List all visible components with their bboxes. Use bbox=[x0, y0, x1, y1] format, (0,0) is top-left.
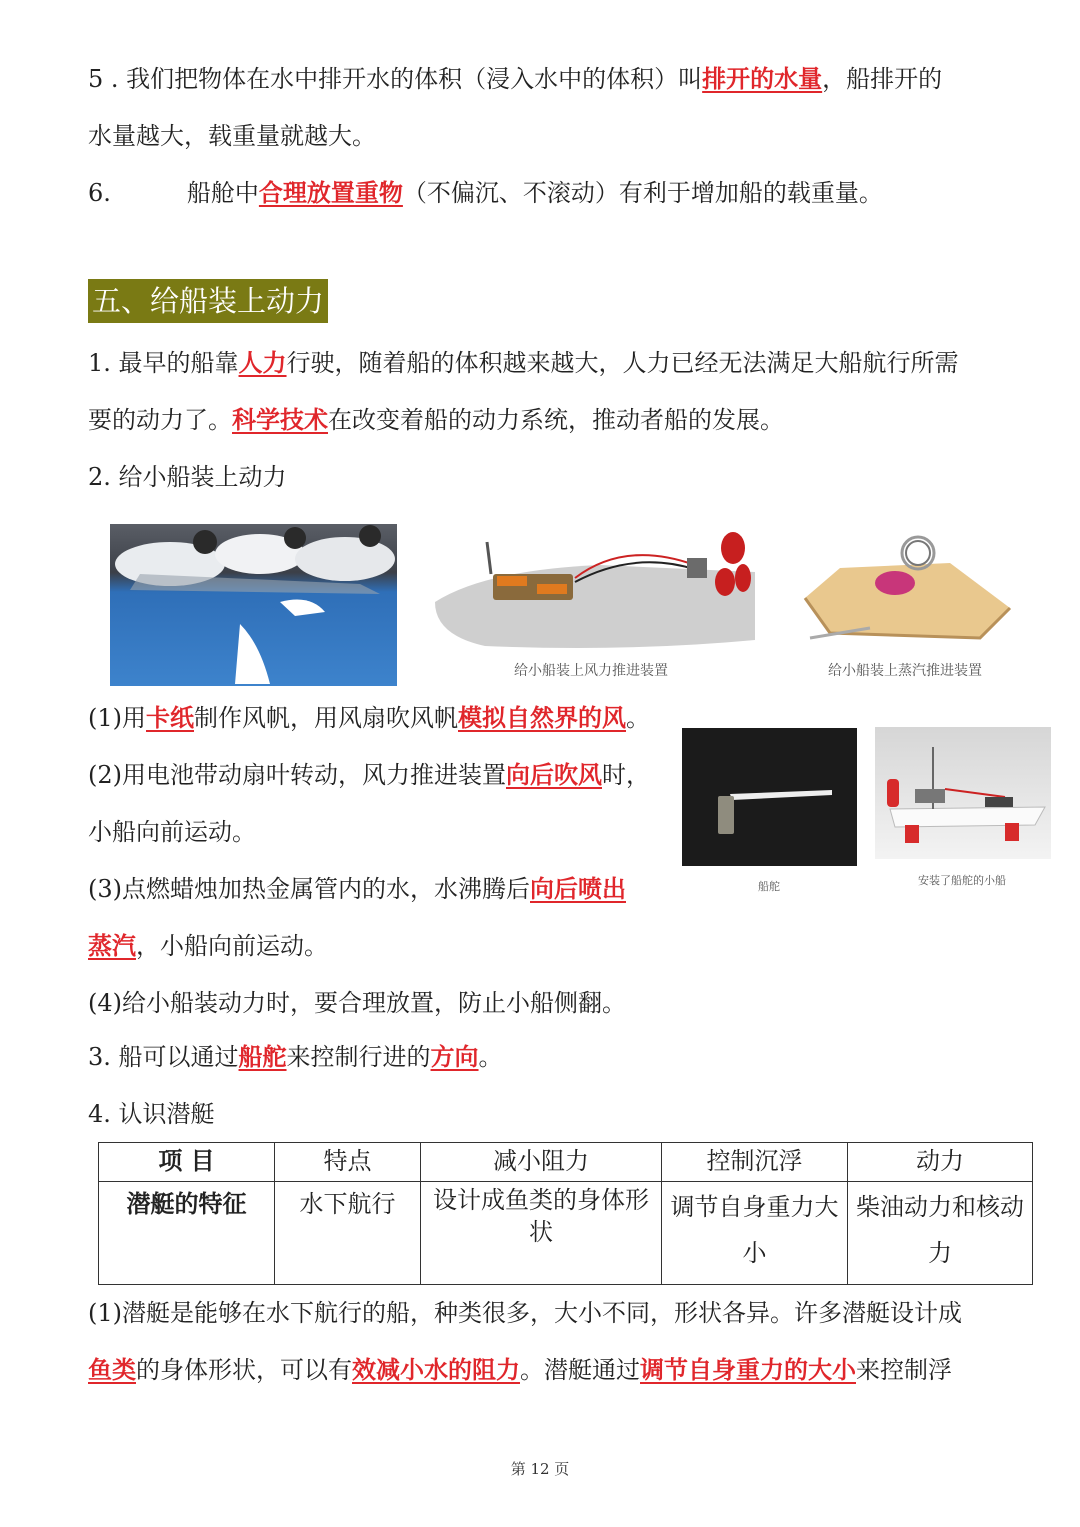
highlight-term: 船舵 bbox=[238, 1042, 287, 1071]
table-header-row bbox=[99, 1143, 1033, 1182]
text: 3. 船可以通过 bbox=[88, 1043, 239, 1071]
text: (1)用 bbox=[88, 704, 146, 732]
text: 在改变着船的动力系统，推动者船的发展。 bbox=[328, 406, 784, 434]
highlight-term: 科学技术 bbox=[232, 405, 328, 434]
item-1 bbox=[88, 701, 650, 735]
section-heading: 五、给船装上动力 bbox=[88, 279, 328, 323]
text: 行驶，随着船的体积越来越大，人力已经无法满足大船航行所需 bbox=[286, 349, 959, 377]
item-3-line-1 bbox=[88, 872, 626, 906]
point-1-line-2 bbox=[88, 403, 784, 437]
item-2-line-2: 小船向前运动。 bbox=[88, 818, 256, 846]
table-cell: 设计成鱼类的身体形状 bbox=[421, 1182, 662, 1285]
point-4-heading: 4. 认识潜艇 bbox=[88, 1100, 215, 1128]
highlight-term: 卡纸 bbox=[146, 703, 194, 732]
text: 时， bbox=[602, 761, 650, 789]
paragraph-6 bbox=[88, 176, 883, 210]
rudder-photo bbox=[682, 728, 857, 866]
highlight-term: 人力 bbox=[238, 348, 287, 377]
text: 制作风帆，用风扇吹风帆 bbox=[194, 704, 458, 732]
text: (2)用电池带动扇叶转动，风力推进装置 bbox=[88, 761, 506, 789]
steam-boat-caption: 给小船装上蒸汽推进装置 bbox=[828, 663, 982, 679]
boat-with-rudder-caption: 安装了船舵的小船 bbox=[918, 874, 1006, 887]
table-header-cell: 特点 bbox=[275, 1143, 421, 1182]
text: 5 . 我们把物体在水中排开水的体积（浸入水中的体积）叫 bbox=[88, 65, 703, 93]
table-cell: 水下航行 bbox=[275, 1182, 421, 1285]
submarine-table bbox=[98, 1142, 1033, 1285]
text: 。 bbox=[478, 1043, 503, 1071]
submarine-paragraph-line-2 bbox=[88, 1353, 952, 1387]
item-4: (4)给小船装动力时，要合理放置，防止小船侧翻。 bbox=[88, 989, 626, 1017]
highlight-term: 效减小水的阻力 bbox=[352, 1355, 520, 1384]
steam-boat-photo bbox=[800, 528, 1015, 653]
highlight-term: 调节自身重力的大小 bbox=[640, 1355, 856, 1384]
text: 。 bbox=[626, 704, 650, 732]
text: 1. 最早的船靠 bbox=[88, 349, 239, 377]
page-number: 第 12 页 bbox=[510, 1460, 570, 1478]
point-2-heading: 2. 给小船装上动力 bbox=[88, 463, 287, 491]
text: ，船排开的 bbox=[822, 65, 943, 93]
highlight-term: 排开的水量 bbox=[702, 64, 823, 93]
boat-with-rudder-photo bbox=[875, 727, 1051, 859]
item-number: 6. bbox=[88, 179, 111, 207]
rudder-caption: 船舵 bbox=[758, 880, 780, 893]
text: (3)点燃蜡烛加热金属管内的水，水沸腾后 bbox=[88, 875, 530, 903]
text: ，小船向前运动。 bbox=[136, 932, 328, 960]
item-3-line-2 bbox=[88, 929, 328, 963]
table-cell: 调节自身重力大小 bbox=[662, 1182, 848, 1285]
text: 船舱中 bbox=[186, 179, 259, 207]
highlight-term: 方向 bbox=[430, 1042, 479, 1071]
highlight-term: 蒸汽 bbox=[88, 931, 136, 960]
point-1-line-1 bbox=[88, 346, 959, 380]
paragraph-5-line-1 bbox=[88, 62, 942, 96]
wind-boat-photo bbox=[425, 530, 760, 660]
highlight-term: 合理放置重物 bbox=[258, 178, 403, 207]
table-header-cell: 减小阻力 bbox=[421, 1143, 662, 1182]
highlight-term: 鱼类 bbox=[88, 1355, 136, 1384]
point-3 bbox=[88, 1040, 503, 1074]
table-header-cell: 控制沉浮 bbox=[662, 1143, 848, 1182]
paragraph-5-line-2: 水量越大，载重量就越大。 bbox=[88, 122, 376, 150]
text: （不偏沉、不滚动）有利于增加船的载重量。 bbox=[402, 179, 883, 207]
wind-boat-caption: 给小船装上风力推进装置 bbox=[514, 663, 668, 679]
table-row bbox=[99, 1182, 1033, 1285]
submarine-paragraph-line-1: (1)潜艇是能够在水下航行的船，种类很多，大小不同，形状各异。许多潜艇设计成 bbox=[88, 1299, 962, 1327]
item-2-line-1 bbox=[88, 758, 650, 792]
table-header-cell: 动力 bbox=[848, 1143, 1033, 1182]
table-cell: 潜艇的特征 bbox=[99, 1182, 275, 1285]
students-pool-photo bbox=[110, 524, 397, 686]
text: 。潜艇通过 bbox=[520, 1356, 640, 1384]
text: 来控制行进的 bbox=[286, 1043, 431, 1071]
text: 要的动力了。 bbox=[88, 406, 232, 434]
text: 的身体形状，可以有 bbox=[136, 1356, 352, 1384]
highlight-term: 向后吹风 bbox=[506, 760, 602, 789]
text: 来控制浮 bbox=[856, 1356, 952, 1384]
table-header-cell: 项 目 bbox=[99, 1143, 275, 1182]
highlight-term: 向后喷出 bbox=[530, 874, 626, 903]
table-cell: 柴油动力和核动力 bbox=[848, 1182, 1033, 1285]
highlight-term: 模拟自然界的风 bbox=[458, 703, 626, 732]
